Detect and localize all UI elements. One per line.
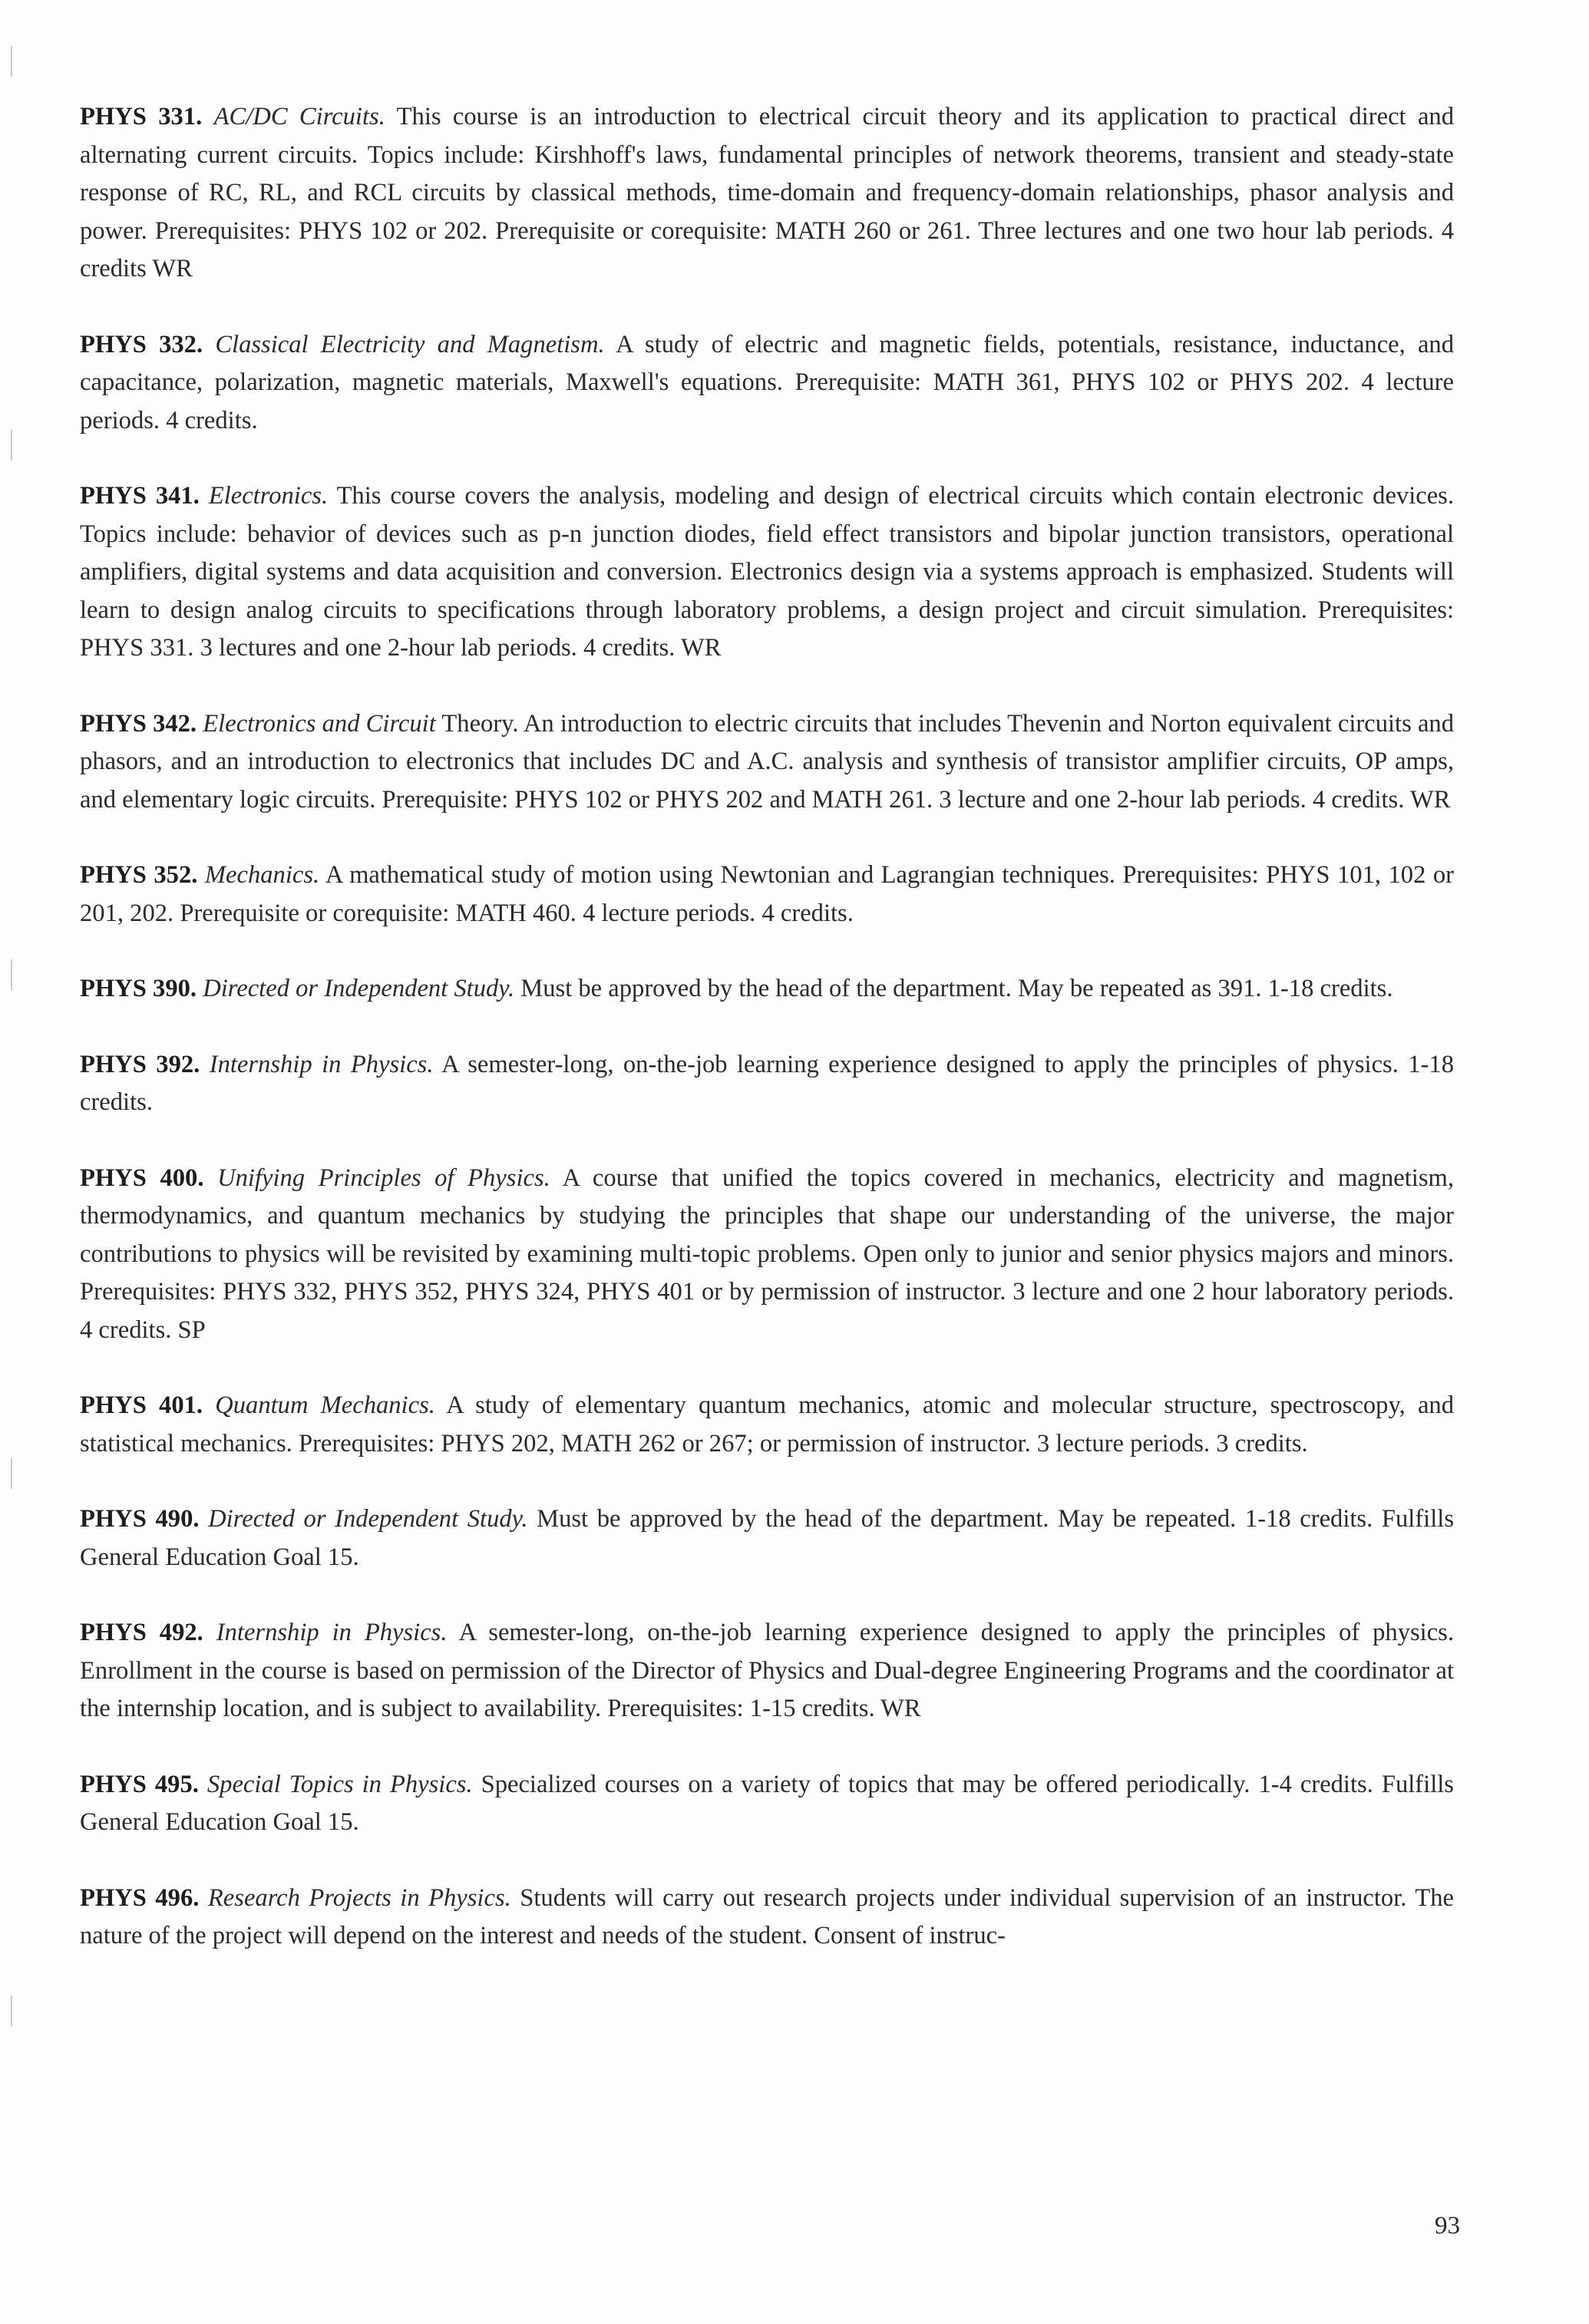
course-description: A mathematical study of motion using Newtonian and Lagrangian techniques. Prerequisites: PHYS 101, 102 or 201, 202. Prerequisite or corequisite: MATH 460. 4 lecture periods. 4 credits. (80, 861, 1454, 927)
course-code: PHYS 352. (80, 861, 198, 889)
course-title: Electronics. (208, 482, 329, 510)
course-entry (80, 857, 1454, 933)
course-code: PHYS 400. (80, 1164, 204, 1192)
course-title: Classical Electricity and Magnetism. (215, 330, 605, 358)
scan-margin-mark (11, 430, 12, 461)
course-description: Specialized courses on a variety of topics that may be offered periodically. 1-4 credits. Fulfills General Education Goal 15. (80, 1770, 1454, 1836)
course-code: PHYS 342. (80, 709, 197, 738)
course-entry (80, 970, 1454, 1008)
course-description: Must be approved by the head of the department. May be repeated. 1-18 credits. Fulfills General Education Goal 15. (80, 1505, 1455, 1571)
scan-margin-mark (11, 1996, 12, 2026)
course-title: Directed or Independent Study. (208, 1505, 528, 1533)
course-title: Mechanics. (204, 861, 320, 889)
course-description: Students will carry out research projects under individual supervision of an instructor. The nature of the project will depend on the interest and needs of the student. Consent of instruc- (80, 1883, 1454, 1949)
course-title: Internship in Physics. (216, 1619, 448, 1646)
scan-margin-mark (11, 46, 12, 77)
course-entry (80, 1614, 1454, 1728)
course-list (80, 98, 1454, 1993)
course-code: PHYS 332. (80, 330, 203, 358)
course-entry (80, 1880, 1454, 1956)
course-title: Directed or Independent Study. (203, 975, 515, 1002)
course-title: Internship in Physics. (209, 1050, 434, 1078)
course-code: PHYS 496. (80, 1883, 200, 1912)
course-entry (80, 477, 1454, 668)
course-entry (80, 1160, 1454, 1350)
course-title: Electronics and Circuit (203, 709, 436, 738)
course-entry (80, 98, 1454, 289)
scan-margin-mark (11, 1458, 12, 1489)
course-description: A study of elementary quantum mechanics, atomic and molecular structure, spectroscopy, and statistical mechanics. Prerequisites: PHYS 202, MATH 262 or 267; or permission of instructor. 3 lecture periods. 3 credits. (80, 1391, 1454, 1457)
course-title: AC/DC Circuits. (213, 103, 385, 130)
course-code: PHYS 492. (80, 1619, 203, 1646)
course-code: PHYS 495. (80, 1770, 199, 1798)
course-description: A course that unified the topics covered in mechanics, electricity and magnetism, thermodynamics, and quantum mechanics by studying the principles that shape our understanding of the universe, the major contributions to physics will be revisited by examining multi-topic problems. Open only to junior and senior physics majors and minors. Prerequisites: PHYS 332, PHYS 352, PHYS 324, PHYS 401 or by permission of instructor. 3 lecture and one 2 hour laboratory periods. 4 credits. SP (80, 1164, 1454, 1344)
course-description: A semester-long, on-the-job learning experience designed to apply the principles of physics. 1-18 credits. (80, 1050, 1455, 1116)
course-entry (80, 1387, 1454, 1463)
course-description: Must be approved by the head of the department. May be repeated as 391. 1-18 credits. (520, 975, 1393, 1002)
course-code: PHYS 341. (80, 482, 200, 510)
course-title: Unifying Principles of Physics. (217, 1164, 550, 1192)
course-description: This course is an introduction to electrical circuit theory and its application to practical direct and alternating current circuits. Topics include: Kirshhoff's laws, fundamental principles of network theorems, transient and steady-state response of RC, RL, and RCL circuits by classical methods, time-domain and frequency-domain relationships, phasor analysis and power. Prerequisites: PHYS 102 or 202. Prerequisite or corequisite: MATH 260 or 261. Three lectures and one two hour lab periods. 4 credits WR (80, 103, 1454, 282)
course-title: Special Topics in Physics. (206, 1770, 473, 1798)
scan-margin-mark (11, 959, 12, 990)
course-code: PHYS 490. (80, 1505, 200, 1533)
course-code: PHYS 392. (80, 1050, 200, 1078)
course-description: A study of electric and magnetic fields, potentials, resistance, inductance, and capacitance, polarization, magnetic materials, Maxwell's equations. Prerequisite: MATH 361, PHYS 102 or PHYS 202. 4 lecture periods. 4 credits. (80, 330, 1454, 434)
course-title: Research Projects in Physics. (207, 1883, 511, 1912)
course-entry (80, 1046, 1454, 1122)
course-description: A semester-long, on-the-job learning experience designed to apply the principles of physics. Enrollment in the course is based on permission of the Director of Physics and Dual-degree Engineering Programs and the coordinator at the internship location, and is subject to availability. Prerequisites: 1-15 credits. WR (80, 1619, 1454, 1722)
course-description: This course covers the analysis, modeling and design of electrical circuits which contain electronic devices. Topics include: behavior of devices such as p-n junction diodes, field effect transistors and bipolar junction transistors, operational amplifiers, digital systems and data acquisition and conversion. Electronics design via a systems approach is emphasized. Students will learn to design analog circuits to specifications through laboratory problems, a design project and circuit simulation. Prerequisites: PHYS 331. 3 lectures and one 2-hour lab periods. 4 credits. WR (80, 482, 1454, 662)
page-number: 93 (1435, 2212, 1460, 2240)
course-code: PHYS 401. (80, 1391, 203, 1419)
course-entry (80, 705, 1454, 820)
course-description: Theory. An introduction to electric circuits that includes Thevenin and Norton equivalent circuits and phasors, and an introduction to electronics that includes DC and A.C. analysis and synthesis of transistor amplifier circuits, OP amps, and elementary logic circuits. Prerequisite: PHYS 102 or PHYS 202 and MATH 261. 3 lecture and one 2-hour lab periods. 4 credits. WR (80, 709, 1455, 814)
course-entry (80, 326, 1454, 441)
course-title: Quantum Mechanics. (215, 1391, 435, 1419)
course-entry (80, 1766, 1454, 1842)
course-code: PHYS 390. (80, 975, 197, 1002)
course-entry (80, 1500, 1454, 1576)
course-code: PHYS 331. (80, 103, 203, 130)
